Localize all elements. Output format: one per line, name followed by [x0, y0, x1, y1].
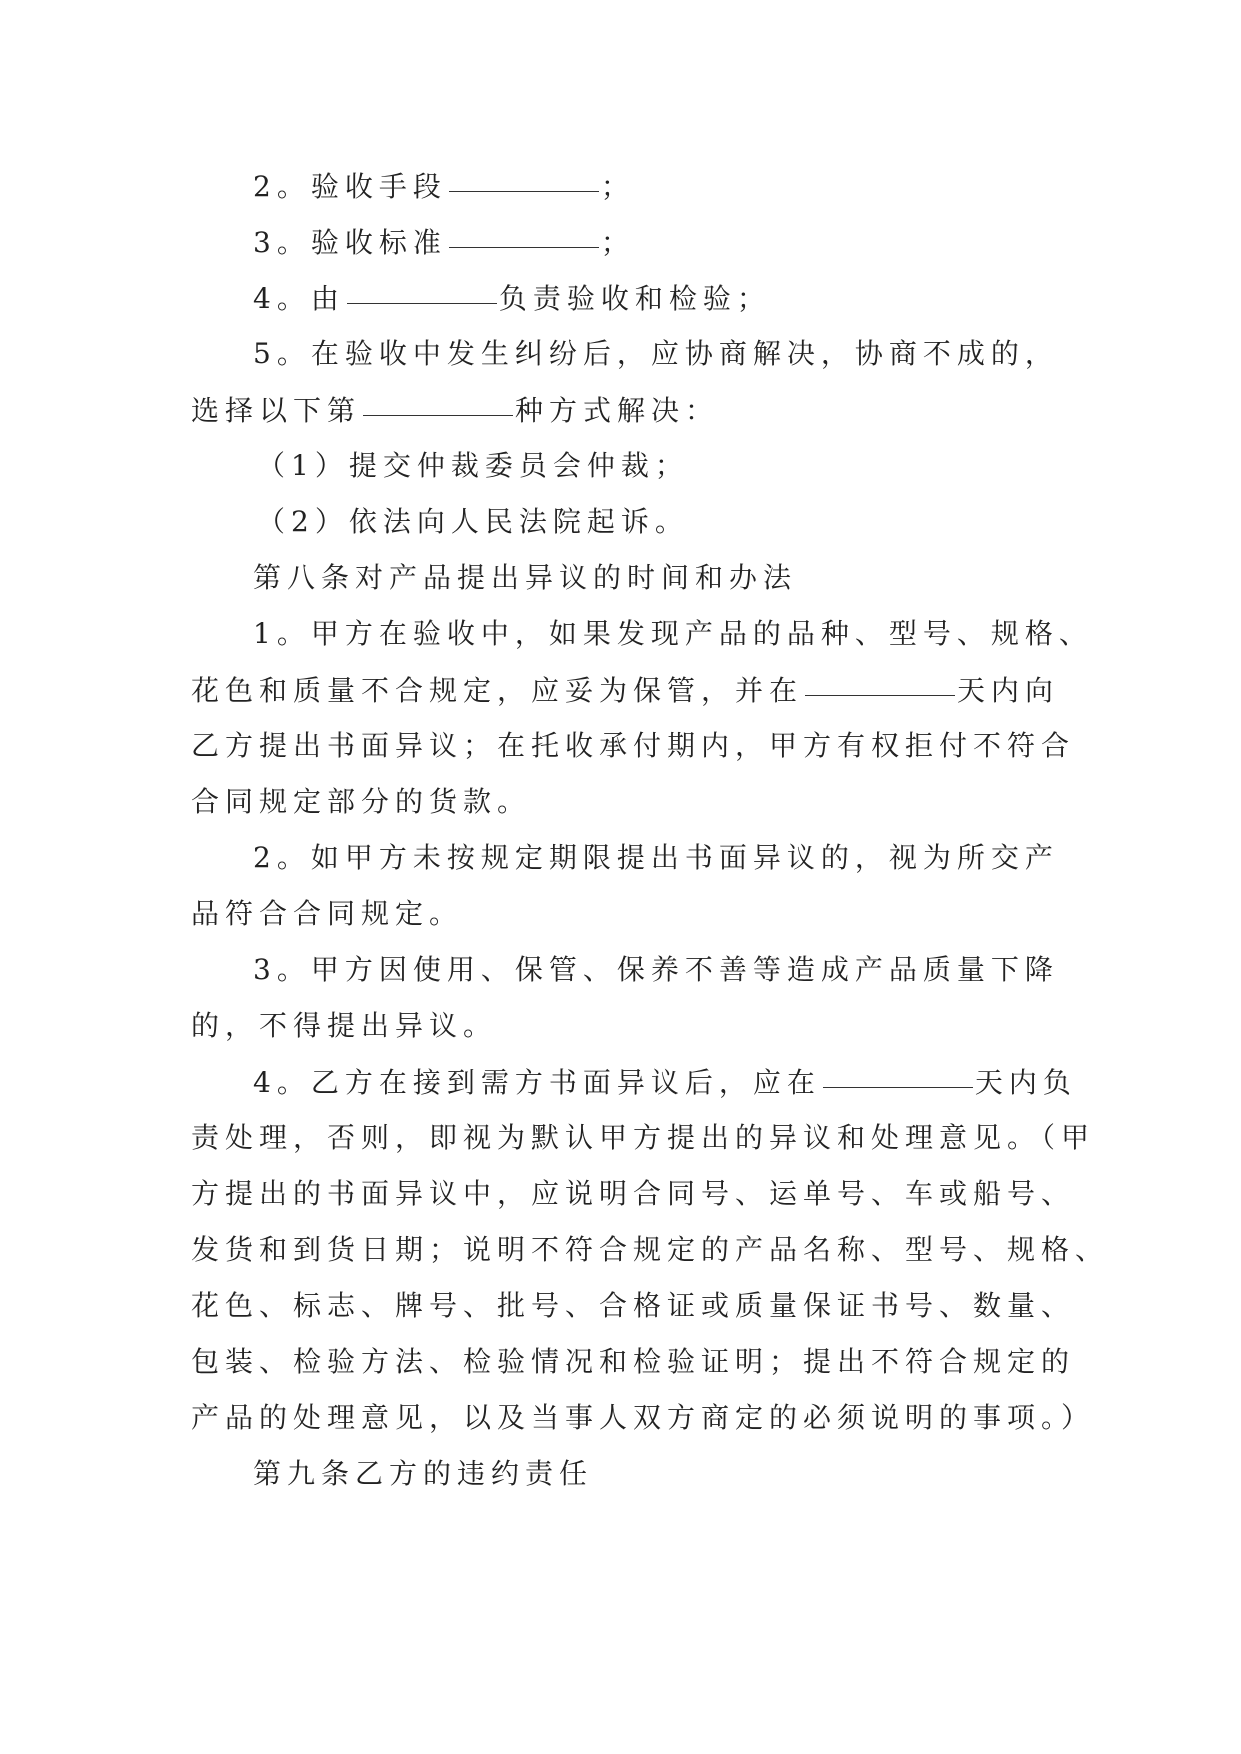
text: 2。如甲方未按规定期限提出书面异议的，视为所交产 — [253, 841, 1059, 874]
option-arbitration — [257, 441, 689, 491]
text: 合同规定部分的货款。 — [191, 785, 532, 818]
text: 花色和质量不合规定，应妥为保管，并在 — [191, 674, 804, 707]
clause-8-item-4-line-7 — [191, 1393, 1095, 1443]
text: 负责验收和检验； — [498, 282, 771, 315]
text: 乙方提出书面异议；在托收承付期内，甲方有权拒付不符合 — [191, 729, 1076, 762]
clause-8-item-3 — [253, 945, 1059, 995]
text: 品符合合同规定。 — [191, 897, 464, 930]
text: 4。由 — [253, 282, 345, 315]
text: 2。验收手段 — [253, 170, 447, 203]
text: 5。在验收中发生纠纷后，应协商解决，协商不成的， — [253, 337, 1059, 370]
fill-in-blank — [805, 665, 955, 696]
text: 第八条对产品提出异议的时间和办法 — [253, 561, 798, 594]
clause-8-item-4-line-5 — [191, 1281, 1075, 1331]
clause-8-item-4-line-2 — [191, 1113, 1095, 1163]
text: 产品的处理意见，以及当事人双方商定的必须说明的事项。） — [191, 1401, 1096, 1434]
clause-7-item-5-continued — [191, 385, 719, 435]
text: 3。验收标准 — [253, 226, 447, 259]
fill-in-blank — [347, 273, 497, 304]
text: 天内向 — [957, 674, 1060, 707]
clause-8-item-1 — [253, 609, 1093, 659]
text: 包装、检验方法、检验情况和检验证明；提出不符合规定的 — [191, 1345, 1076, 1378]
text: 花色、标志、牌号、批号、合格证或质量保证书号、数量、 — [191, 1289, 1076, 1322]
clause-8-item-4-line-4 — [191, 1225, 1109, 1275]
clause-8-item-1-line-4 — [191, 777, 531, 827]
clause-8-item-2-line-2 — [191, 889, 463, 939]
text: 1。甲方在验收中，如果发现产品的品种、型号、规格、 — [253, 617, 1093, 650]
text: 种方式解决： — [515, 394, 720, 427]
fill-in-blank — [823, 1057, 973, 1088]
option-litigation — [257, 497, 689, 547]
text: 发货和到货日期；说明不符合规定的产品名称、型号、规格、 — [191, 1233, 1110, 1266]
clause-7-item-2 — [253, 161, 635, 211]
text: （2）依法向人民法院起诉。 — [257, 505, 689, 538]
text: 3。甲方因使用、保管、保养不善等造成产品质量下降 — [253, 953, 1059, 986]
text: 第九条乙方的违约责任 — [253, 1457, 594, 1490]
clause-8-item-1-line-2 — [191, 665, 1059, 715]
text: 选择以下第 — [191, 394, 362, 427]
clause-9-heading — [253, 1449, 593, 1499]
clause-8-heading — [253, 553, 797, 603]
clause-7-item-4 — [253, 273, 771, 323]
text: 4。乙方在接到需方书面异议后，应在 — [253, 1066, 821, 1099]
text: ； — [600, 226, 635, 259]
text: （1）提交仲裁委员会仲裁； — [257, 449, 689, 482]
clause-8-item-4-line-6 — [191, 1337, 1075, 1387]
text: ； — [600, 170, 635, 203]
clause-7-item-3 — [253, 217, 635, 267]
clause-7-item-5 — [253, 329, 1059, 379]
clause-8-item-1-line-3 — [191, 721, 1075, 771]
text: 天内负 — [974, 1066, 1077, 1099]
fill-in-blank — [449, 217, 599, 248]
text: 的，不得提出异议。 — [191, 1009, 498, 1042]
clause-8-item-4-line-3 — [191, 1169, 1075, 1219]
text: 责处理，否则，即视为默认甲方提出的异议和处理意见。（甲 — [191, 1121, 1096, 1154]
clause-8-item-4 — [253, 1057, 1077, 1107]
fill-in-blank — [449, 161, 599, 192]
fill-in-blank — [363, 385, 513, 416]
clause-8-item-3-line-2 — [191, 1001, 497, 1051]
text: 方提出的书面异议中，应说明合同号、运单号、车或船号、 — [191, 1177, 1076, 1210]
clause-8-item-2 — [253, 833, 1059, 883]
